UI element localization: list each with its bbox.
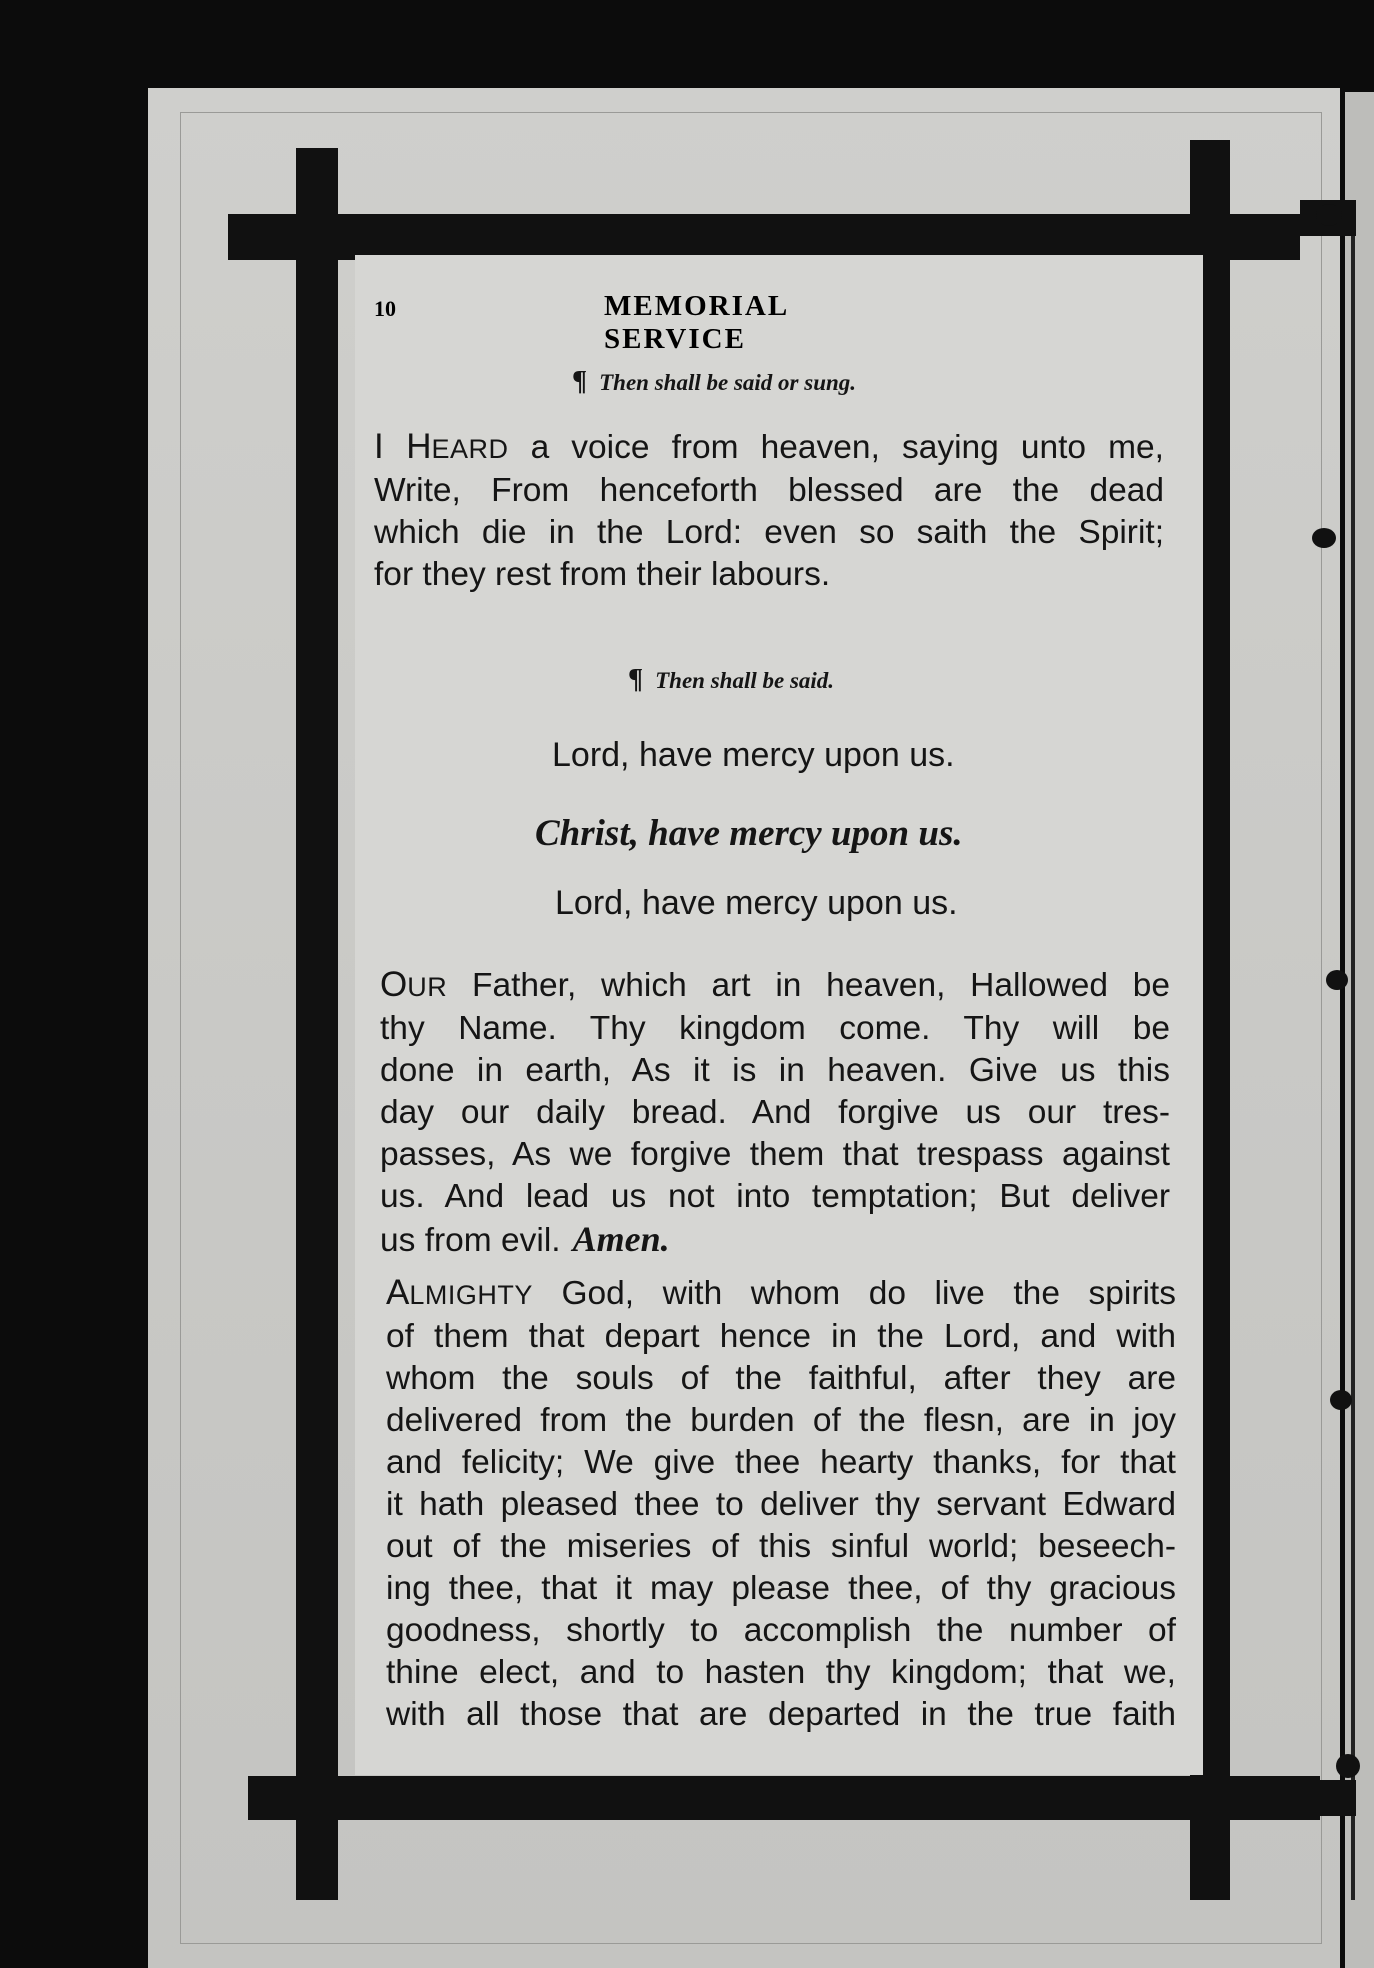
collect-line-1-text: God, with whom do live the spirits	[532, 1275, 1176, 1312]
lords-prayer-line-4: day our daily bread. And forgive us our tres-	[380, 1094, 1170, 1131]
lords-prayer-line-7	[380, 1218, 1170, 1262]
border-bottom-right-tab	[1320, 1780, 1356, 1816]
anthem-lead: I H	[374, 427, 432, 466]
anthem-lead-smallcaps: EARD	[431, 434, 509, 464]
collect-line-8: ing thee, that it may please thee, of thy gracious	[386, 1570, 1176, 1607]
page-header	[374, 290, 934, 355]
collect-line-4: delivered from the burden of the flesn, are in joy	[386, 1402, 1176, 1439]
kyrie-line-2: Christ, have mercy upon us.	[535, 813, 963, 854]
border-bottom-bar	[248, 1776, 1320, 1820]
collect-paragraph	[386, 1272, 1176, 1736]
lords-prayer-line-7-text: us from evil.	[380, 1222, 561, 1259]
kyrie-line-1: Lord, have mercy upon us.	[552, 736, 955, 774]
collect-lead-smallcaps: LMIGHTY	[409, 1280, 533, 1310]
lords-prayer-lead-smallcaps: UR	[407, 972, 448, 1002]
collect-line-11: with all those that are departed in the true faith	[386, 1696, 1176, 1733]
page-number: 10	[374, 296, 396, 321]
lords-prayer-line-1-text: Father, which art in heaven, Hallowed be	[447, 967, 1170, 1004]
border-top-bar	[228, 214, 1300, 260]
collect-line-10: thine elect, and to hasten thy kingdom; that we,	[386, 1654, 1176, 1691]
collect-lead: A	[386, 1273, 410, 1312]
rubric-said-or-sung	[572, 366, 856, 398]
rubric-text: Then shall be said or sung.	[599, 370, 857, 395]
anthem-line-3: which die in the Lord: even so saith the Spirit;	[374, 514, 1164, 551]
lords-prayer-line-6: us. And lead us not into temptation; But deliver	[380, 1178, 1170, 1215]
collect-line-7: out of the miseries of this sinful world; beseech-	[386, 1528, 1176, 1565]
border-left-bar	[296, 148, 338, 1900]
collect-line-1	[386, 1272, 1176, 1316]
anthem-line-1	[374, 426, 1164, 470]
lords-prayer-line-5: passes, As we forgive them that trespass against	[380, 1136, 1170, 1173]
rubric-said	[628, 664, 834, 696]
pilcrow-icon: ¶	[628, 664, 644, 695]
amen: Amen.	[572, 1219, 670, 1259]
binding-mark	[1330, 1390, 1352, 1410]
anthem-line-4: for they rest from their labours.	[374, 556, 831, 593]
collect-line-5: and felicity; We give thee hearty thanks, for that	[386, 1444, 1176, 1481]
lords-prayer-line-2: thy Name. Thy kingdom come. Thy will be	[380, 1010, 1170, 1047]
adjacent-page-edge	[1345, 92, 1374, 1968]
adjacent-page-border	[1351, 200, 1355, 1900]
collect-line-2: of them that depart hence in the Lord, and with	[386, 1318, 1176, 1355]
binding-mark	[1326, 970, 1348, 990]
anthem-line-2: Write, From henceforth blessed are the dead	[374, 472, 1164, 509]
kyrie-line-3: Lord, have mercy upon us.	[555, 884, 958, 922]
lords-prayer-line-1	[380, 964, 1170, 1008]
lords-prayer-line-3: done in earth, As it is in heaven. Give us this	[380, 1052, 1170, 1089]
binding-mark	[1336, 1754, 1360, 1778]
binding-mark	[1312, 528, 1336, 548]
binding-mark	[1316, 204, 1342, 226]
collect-line-6: it hath pleased thee to deliver thy servant Edward	[386, 1486, 1176, 1523]
anthem-paragraph	[374, 426, 1164, 596]
collect-line-9: goodness, shortly to accomplish the number of	[386, 1612, 1176, 1649]
anthem-line-1-text: a voice from heaven, saying unto me,	[508, 429, 1164, 466]
lords-prayer-lead: O	[380, 965, 408, 1004]
running-head: MEMORIAL SERVICE	[604, 290, 788, 355]
rubric-text: Then shall be said.	[655, 668, 835, 693]
collect-line-3: whom the souls of the faithful, after they are	[386, 1360, 1176, 1397]
pilcrow-icon: ¶	[572, 366, 588, 397]
lords-prayer-paragraph	[380, 964, 1170, 1262]
